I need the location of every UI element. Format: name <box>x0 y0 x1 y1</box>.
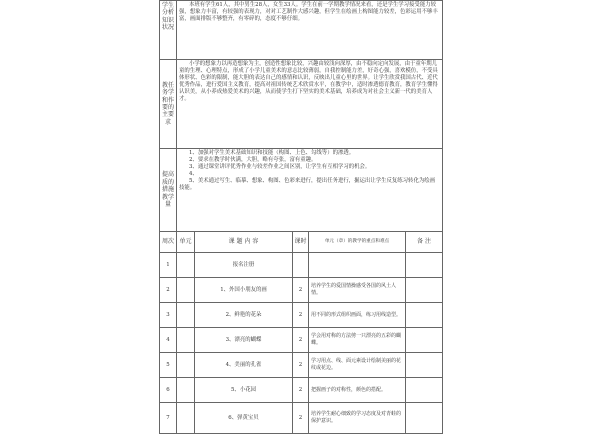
row-notes <box>406 253 443 278</box>
row-week: 6 <box>160 378 177 403</box>
header-unit: 单元 <box>177 232 195 253</box>
row-notes <box>406 303 443 328</box>
section-label: 提高质的措施教学量 <box>160 149 177 232</box>
row-focus: 培养学生的爱国情操感受各国的风土人情。 <box>309 278 406 303</box>
row-notes <box>406 378 443 403</box>
measure-item: 4、 <box>189 171 198 177</box>
row-hours: 2 <box>293 328 309 353</box>
row-unit <box>177 403 195 434</box>
row-hours <box>293 253 309 278</box>
section-teaching-tasks <box>160 60 443 149</box>
header-hours: 课时 <box>293 232 309 253</box>
row-focus: 用不同的形式组织画面，练习用线造型。 <box>309 303 406 328</box>
row-focus: 学会用对称的方法剪一只漂亮的五彩的蝴蝶。 <box>309 328 406 353</box>
row-notes <box>406 278 443 303</box>
header-focus: 单元（章）的教学的重点和难点 <box>309 232 406 253</box>
row-hours: 2 <box>293 378 309 403</box>
row-focus: 学习用点、线、面元素设计绘制美丽的花纹或花边。 <box>309 353 406 378</box>
table-row <box>160 378 443 403</box>
schedule-header <box>160 232 443 253</box>
row-week: 5 <box>160 353 177 378</box>
row-notes <box>406 328 443 353</box>
table-row <box>160 353 443 378</box>
header-week: 周次 <box>160 232 177 253</box>
row-unit <box>177 303 195 328</box>
row-unit <box>177 253 195 278</box>
table-row <box>160 403 443 434</box>
plan-table <box>159 0 443 434</box>
row-notes <box>406 403 443 434</box>
row-unit <box>177 328 195 353</box>
header-notes: 备 注 <box>406 232 443 253</box>
row-week: 3 <box>160 303 177 328</box>
row-focus: 培养学生耐心细致的学习态度及对青蛙的保护意识。 <box>309 403 406 434</box>
measure-item: 3、通过课堂讲评优秀作业与较差作业之间区别，让学生有互相学习的机会。 <box>189 164 371 170</box>
document-page <box>159 0 442 424</box>
table-row <box>160 328 443 353</box>
table-row <box>160 278 443 303</box>
row-unit <box>177 378 195 403</box>
section-paragraph: 本班有学生61人，其中男生28人，女生33人。学生在前一学期教学情况来看，还是学生学习接受能力较强，想象力丰富，有较强的表现力，对对工艺制作大感兴趣，但学生在绘画上构图能力较差，色彩运用不够丰富，画面排版不够整齐，有零碎的，态度不够仔细。 <box>179 2 438 22</box>
row-topic: 5、小花园 <box>195 378 293 403</box>
section-label: 教任务学和作要的主要求 <box>160 60 177 149</box>
row-week: 2 <box>160 278 177 303</box>
measure-item: 2、要求在教学时伙满，大胆，略有夸张，富有童趣。 <box>189 157 317 163</box>
table-row <box>160 303 443 328</box>
section-student-analysis <box>160 1 443 60</box>
row-hours: 2 <box>293 403 309 434</box>
row-focus: 把握画子的对称性，颜色的搭配。 <box>309 378 406 403</box>
row-week: 7 <box>160 403 177 434</box>
row-topic: 4、美丽的孔雀 <box>195 353 293 378</box>
row-unit <box>177 353 195 378</box>
header-topic: 课 题 内 容 <box>195 232 293 253</box>
row-topic: 2、鲜艳的花朵 <box>195 303 293 328</box>
row-hours: 2 <box>293 353 309 378</box>
row-focus <box>309 253 406 278</box>
row-notes <box>406 353 443 378</box>
row-topic: 报名注册 <box>195 253 293 278</box>
measure-item: 5、美术通过写生、临摹、想象、构图、色彩来进行，提出任务进行，掘运出让学生反复练习转化为绘画技能。 <box>179 178 436 191</box>
table-row <box>160 253 443 278</box>
row-hours: 2 <box>293 278 309 303</box>
row-topic: 1、外国小朋友的画 <box>195 278 293 303</box>
row-topic: 6、弹黄宝贝 <box>195 403 293 434</box>
measure-item: 1、加强对学生美术基础知识和技能（构图、上色、勾线等）的渗透。 <box>189 150 355 156</box>
section-quality-measures <box>160 149 443 232</box>
row-week: 4 <box>160 328 177 353</box>
row-week: 1 <box>160 253 177 278</box>
row-topic: 3、漂亮的蝴蝶 <box>195 328 293 353</box>
section-paragraph: 小学的想象力以再造想象为主，创造性想象比较，兴趣由较浅向深厚，由不稳向定向发展，由于童年期儿童的生理、心理特点，形成了小学儿童美术的意志比较薄弱，自我控制能力差，好奇心强，喜欢模仿，不受具体形状、色彩的限制，能大胆的表达自己的感情和认识，反映出儿童心里的世界。让学生欣赏我国古代、近代优秀作品，进行爱国主义教育，提高对祖国传统艺术欣赏水平，在教学中，适时渗透德育教育，教育学生懂得认识美，从小养成热爱美术的兴趣，从而使学生打下坚实的美术基础，培养成为对社会主义新一代的美育人才。 <box>179 61 438 102</box>
row-hours: 2 <box>293 303 309 328</box>
row-unit <box>177 278 195 303</box>
section-label: 学生分析知识状况 <box>160 1 177 60</box>
